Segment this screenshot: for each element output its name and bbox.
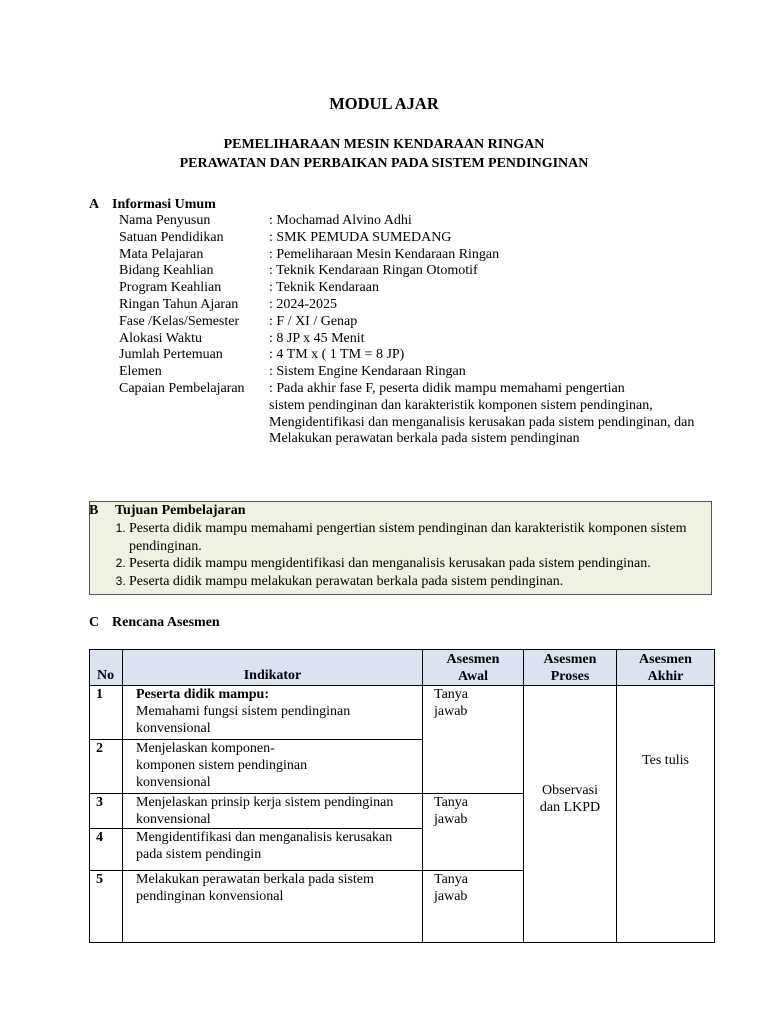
info-value (269, 381, 701, 448)
section-b-heading (89, 503, 705, 519)
asesmen-proses-cell (524, 686, 617, 943)
info-row-satuan (119, 230, 701, 247)
info-value: : Sistem Engine Kendaraan Ringan (269, 364, 466, 380)
info-row-bidang (119, 263, 701, 280)
asesmen-awal-text: Tanya jawab (434, 872, 469, 904)
info-row-capaian (119, 381, 701, 448)
row-number: 5 (90, 871, 123, 943)
asesmen-awal-cell (423, 871, 524, 943)
info-value: : 8 JP x 45 Menit (269, 330, 365, 346)
info-row-pertemuan (119, 347, 701, 364)
info-row-tahun (119, 297, 701, 314)
row-indicator: Mengidentifikasi dan menganalisis kerusakan pada sistem pendingin (123, 829, 423, 871)
asesmen-awal-text: Tanya jawab (434, 687, 469, 719)
info-row-elemen (119, 364, 701, 381)
header-asesmen-awal: Asesmen Awal (423, 650, 524, 686)
info-label: Jumlah Pertemuan (119, 347, 223, 363)
section-a-letter: A (89, 197, 100, 212)
info-label: Bidang Keahlian (119, 263, 214, 279)
section-a-heading (89, 197, 216, 213)
table-header-row (90, 650, 715, 686)
row-indicator: Melakukan perawatan berkala pada sistem pendinginan konvensional (123, 871, 423, 943)
info-label: Program Keahlian (119, 280, 222, 296)
info-value: : 4 TM x ( 1 TM = 8 JP) (269, 347, 405, 363)
info-value: : Mochamad Alvino Adhi (269, 213, 412, 228)
document-subtitle-2: PERAWATAN DAN PERBAIKAN PADA SISTEM PENDINGINAN (179, 156, 589, 171)
objective-item: 1. Peserta didik mampu memahami pengertian sistem pendinginan dan karakteristik komponen sistem pendinginan. (129, 520, 705, 555)
objective-item: 3. Peserta didik mampu melakukan perawatan berkala pada sistem pendinginan. (129, 573, 705, 591)
asesmen-akhir-cell (617, 686, 715, 943)
capaian-first-line: : Pada akhir fase F, peserta didik mampu memahami pengertian (269, 380, 625, 396)
info-value: : SMK PEMUDA SUMEDANG (269, 229, 452, 245)
info-value: : Pemeliharaan Mesin Kendaraan Ringan (269, 246, 500, 262)
info-label: Capaian Pembelajaran (119, 380, 245, 396)
row-indicator (123, 686, 423, 740)
row-number: 3 (90, 794, 123, 829)
info-label: Satuan Pendidikan (119, 229, 224, 245)
info-value: : Teknik Kendaraan Ringan Otomotif (269, 263, 478, 279)
indicator-text: Memahami fungsi sistem pendinginan konvensional (136, 704, 351, 736)
objectives-list (90, 520, 705, 590)
row-number: 1 (90, 686, 123, 740)
document-title: MODUL AJAR (329, 94, 439, 113)
row-number: 4 (90, 829, 123, 871)
info-label: Ringan Tahun Ajaran (119, 296, 239, 312)
header-indikator: Indikator (123, 650, 423, 686)
header-asesmen-akhir: Asesmen Akhir (617, 650, 715, 686)
row-indicator (123, 740, 423, 794)
document-subtitle-1: PEMELIHARAAN MESIN KENDARAAN RINGAN (223, 137, 545, 152)
general-info-list (119, 213, 701, 448)
info-row-program (119, 280, 701, 297)
info-row-mapel (119, 247, 701, 264)
objective-item: 2. Peserta didik mampu mengidentifikasi dan menganalisis kerusakan pada sistem pendinginan. (129, 555, 705, 573)
asesmen-proses-text: Observasi dan LKPD (539, 783, 601, 815)
info-label: Mata Pelajaran (119, 246, 204, 262)
row-number: 2 (90, 740, 123, 794)
capaian-continuation: sistem pendinginan dan karakteristik komponen sistem pendinginan, Mengidentifikasi dan menganalisis kerusakan pada sistem pendinginan, dan Melakukan perawatan berkala pada sistem pendinginan (269, 397, 695, 447)
row-indicator: Menjelaskan prinsip kerja sistem pendinginan konvensional (123, 794, 423, 829)
header-no: No (90, 650, 123, 686)
info-row-penyusun (119, 213, 701, 230)
section-c-title: Rencana Asesmen (112, 615, 220, 630)
info-label: Alokasi Waktu (119, 330, 202, 346)
info-value: : 2024-2025 (269, 296, 338, 312)
asesmen-awal-cell (423, 686, 524, 794)
info-value: : Teknik Kendaraan (269, 280, 379, 296)
section-c-heading (89, 615, 220, 631)
learning-objectives-box (89, 501, 712, 595)
info-row-fase (119, 314, 701, 331)
section-b-letter: B (89, 503, 99, 518)
info-label: Fase /Kelas/Semester (119, 313, 240, 329)
section-b-title: Tujuan Pembelajaran (115, 503, 246, 518)
section-c-letter: C (89, 615, 100, 630)
asesmen-akhir-text: Tes tulis (642, 753, 689, 768)
indicator-lead: Peserta didik mampu: (136, 687, 269, 702)
section-a-title: Informasi Umum (112, 197, 216, 212)
info-label: Nama Penyusun (119, 213, 211, 228)
indicator-text: Menjelaskan komponen-komponen sistem pendinginan konvensional (136, 741, 308, 790)
info-label: Elemen (119, 364, 162, 380)
asesmen-awal-text: Tanya jawab (434, 795, 469, 827)
info-row-alokasi (119, 331, 701, 348)
assessment-table (89, 649, 715, 943)
table-row (90, 686, 715, 740)
header-asesmen-proses: Asesmen Proses (524, 650, 617, 686)
asesmen-awal-cell (423, 794, 524, 871)
info-value: : F / XI / Genap (269, 313, 358, 329)
